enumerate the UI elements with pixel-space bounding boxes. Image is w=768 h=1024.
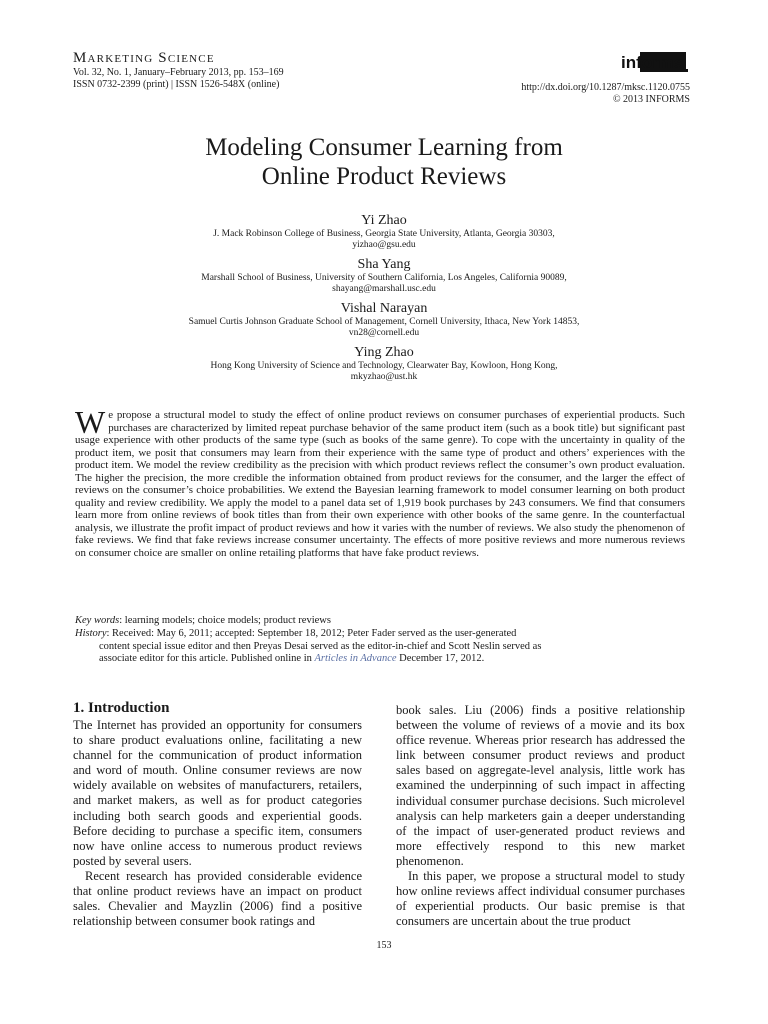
abstract-text: e propose a structural model to study the effect of online product reviews on consumer purchases of experiential products. Such purchases are characterized by limited repeat purchase behavior of the same product item (such as a book title) but significant past usage experience with other products of the same type (such as books of the same genre). To cope with the uncertainty in quality of the product item, we posit that consumers may learn from their experience with the same type of product and others’ experiences with the product item. We model the review credibility as the precision with which product reviews reflect the consumer’s own product evaluation. The higher the precision, the more credible the information obtained from product reviews for the consumer, and the larger the effect of reviews on the consumer’s choice probabilities. We extend the Bayesian learning framework to model consumer learning on both product quality and review credibility. We apply the model to a panel data set of 1,919 book purchases by 243 consumers. We find that consumers learn more from online reviews of book titles than from their own experience with other books of the same genre. In the counterfactual analysis, we illustrate the profit impact of product reviews and how it varies with the number of reviews. We also study the phenomenon of fake reviews. We find that fake reviews increase consumer uncertainty. The effects of more positive reviews and more numerous reviews on consumer choice are smaller on online retailing platforms that have fake product reviews. (75, 409, 685, 560)
left-column (73, 718, 362, 929)
author-name: Vishal Narayan (340, 301, 428, 316)
author-block (0, 257, 768, 295)
history-line-3: associate editor for this article. Published online in Articles in Advance December 17, 2012. (99, 653, 485, 664)
author-name: Sha Yang (357, 257, 411, 272)
keywords-label: Key words (75, 615, 120, 626)
journal-name: Marketing Science (73, 50, 215, 66)
author-affiliation: Hong Kong University of Science and Technology, Clearwater Bay, Kowloon, Hong Kong, (210, 361, 558, 371)
keywords (75, 615, 685, 628)
author-name: Yi Zhao (361, 213, 407, 228)
abstract (75, 404, 685, 560)
author-affiliation: Samuel Curtis Johnson Graduate School of Management, Cornell University, Ithaca, New York 14853, (188, 317, 580, 327)
articles-in-advance-link[interactable]: Articles in Advance (314, 653, 397, 664)
intro-paragraph-2: Recent research has provided considerable evidence that online product reviews have an impact on product sales. Chevalier and Mayzlin (2006) find a positive relationship between consumer book ratings and (73, 868, 362, 929)
doi-block (521, 82, 690, 106)
history-label: History (75, 628, 107, 639)
intro-paragraph-1: The Internet has provided an opportunity for consumers to share product evaluations online, facilitating a new channel for the communication of product information and word of mouth. Online consumer reviews are now widely available on websites of manufacturers, retailers, and market makers, as well as for product categories including both search goods and experiential goods. Before deciding to purchase a specific item, consumers now have online access to numerous product reviews posted by several users. (73, 718, 362, 868)
intro-paragraph-4: In this paper, we propose a structural model to study how online reviews affect individual consumer purchases of experiential products. Our basic premise is that consumers are uncertain about the true product (396, 869, 685, 929)
right-column (396, 703, 685, 929)
volume-line: Vol. 32, No. 1, January–February 2013, pp. 153–169 (73, 67, 284, 78)
history-line-1: : Received: May 6, 2011; accepted: September 18, 2012; Peter Fader served as the user-generated (106, 628, 517, 639)
author-list (0, 213, 768, 389)
informs-logo (618, 49, 690, 77)
page-number: 153 (376, 940, 392, 951)
author-block (0, 301, 768, 339)
abstract-dropcap: W (75, 404, 106, 440)
history-line-2: content special issue editor and then Preyas Desai served as the editor-in-chief and Scott Neslin served as (99, 640, 542, 652)
author-email[interactable]: mkyzhao@ust.hk (350, 372, 418, 382)
author-email[interactable]: vn28@cornell.edu (348, 328, 420, 338)
issn-line: ISSN 0732-2399 (print) | ISSN 1526-548X (online) (73, 79, 280, 90)
author-block (0, 213, 768, 251)
keywords-text: : learning models; choice models; product reviews (119, 615, 331, 626)
journal-meta (73, 67, 284, 91)
author-block (0, 345, 768, 383)
section-heading-introduction: 1. Introduction (73, 700, 170, 716)
author-email[interactable]: shayang@marshall.usc.edu (332, 284, 436, 294)
article-title (0, 133, 768, 191)
title-line-2: Online Product Reviews (261, 163, 507, 190)
doi-link[interactable]: http://dx.doi.org/10.1287/mksc.1120.0755 (521, 82, 690, 93)
author-affiliation: J. Mack Robinson College of Business, Georgia State University, Atlanta, Georgia 30303, (213, 229, 555, 239)
author-email[interactable]: yizhao@gsu.edu (352, 240, 416, 250)
logo-text: informs (621, 53, 684, 72)
author-affiliation: Marshall School of Business, University of Southern California, Los Angeles, California 90089, (201, 273, 567, 283)
author-name: Ying Zhao (354, 345, 414, 360)
article-history (75, 628, 685, 666)
title-line-1: Modeling Consumer Learning from (205, 134, 563, 161)
copyright: © 2013 INFORMS (612, 94, 690, 105)
intro-paragraph-3: book sales. Liu (2006) finds a positive relationship between the volume of reviews of a movie and its box office revenue. Whereas prior research has addressed the link between consumer product reviews and product sales based on aggregate-level analysis, little work has examined the underpinning of such impact in affecting individual consumer purchase decisions. Such microlevel analysis can help marketers gain a deeper understanding of the impact of user-generated product reviews and more effectively respond to this new market phenomenon. (396, 703, 685, 868)
